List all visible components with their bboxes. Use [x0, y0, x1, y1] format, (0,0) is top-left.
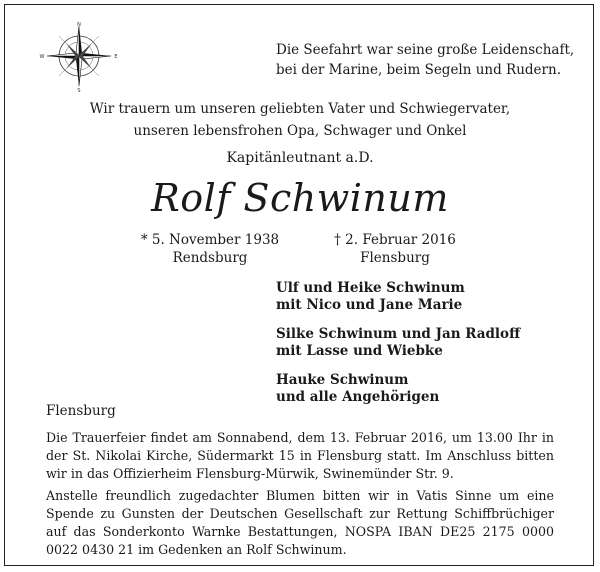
funeral-paragraph: Die Trauerfeier findet am Sonnabend, dem 13. Februar 2016, um 13.00 Ihr in der St. Nikolai Kirche, Südermarkt 15 in Flensburg statt. Im Anschluss bitten wir in das Offizierheim Flensburg-Mürwik, Swinemünder Str. 9.	[46, 430, 554, 481]
birth-info	[140, 231, 280, 267]
family-line: Ulf und Heike Schwinum	[276, 280, 465, 296]
motto-line-1: Die Seefahrt war seine große Leidenschaft,	[276, 42, 575, 58]
compass-east-label: E	[114, 54, 118, 60]
family-group-3	[276, 372, 439, 406]
compass-north-label: N	[77, 22, 81, 28]
compass-rose-icon	[34, 20, 124, 92]
birth-date: * 5. November 1938	[140, 232, 280, 248]
intro-line-2: unseren lebensfrohen Opa, Schwager und Onkel	[133, 123, 467, 139]
compass-west-label: W	[39, 54, 45, 60]
rank-title: Kapitänleutnant a.D.	[226, 150, 374, 166]
family-line: mit Nico und Jane Marie	[276, 297, 463, 313]
motto-line-2: bei der Marine, beim Segeln und Rudern.	[276, 62, 561, 78]
family-line: Silke Schwinum und Jan Radloff	[276, 326, 521, 342]
family-group-2	[276, 326, 520, 360]
family-group-1	[276, 280, 465, 314]
birth-place: Rendsburg	[172, 250, 248, 266]
motto	[276, 40, 576, 80]
donation-paragraph: Anstelle freundlich zugedachter Blumen bitten wir in Vatis Sinne um eine Spende zu Gunsten der Deutschen Gesellschaft zur Rettung Schiffbrüchiger auf das Sonderkonto Warnke Bestattungen, NOSPA IBAN DE25 2175 0000 0022 0430 21 im Gedenken an Rolf Schwinum.	[46, 488, 554, 557]
intro-text	[0, 98, 600, 142]
compass-south-label: S	[77, 88, 81, 92]
intro-line-1: Wir trauern um unseren geliebten Vater und Schwiegervater,	[89, 101, 511, 117]
death-info	[325, 231, 465, 267]
death-place: Flensburg	[360, 250, 430, 266]
location: Flensburg	[46, 403, 116, 419]
death-date: † 2. Februar 2016	[334, 232, 456, 248]
family-line: und alle Angehörigen	[276, 389, 440, 405]
deceased-name: Rolf Schwinum	[151, 176, 449, 220]
family-line: mit Lasse und Wiebke	[276, 343, 443, 359]
family-line: Hauke Schwinum	[276, 372, 409, 388]
